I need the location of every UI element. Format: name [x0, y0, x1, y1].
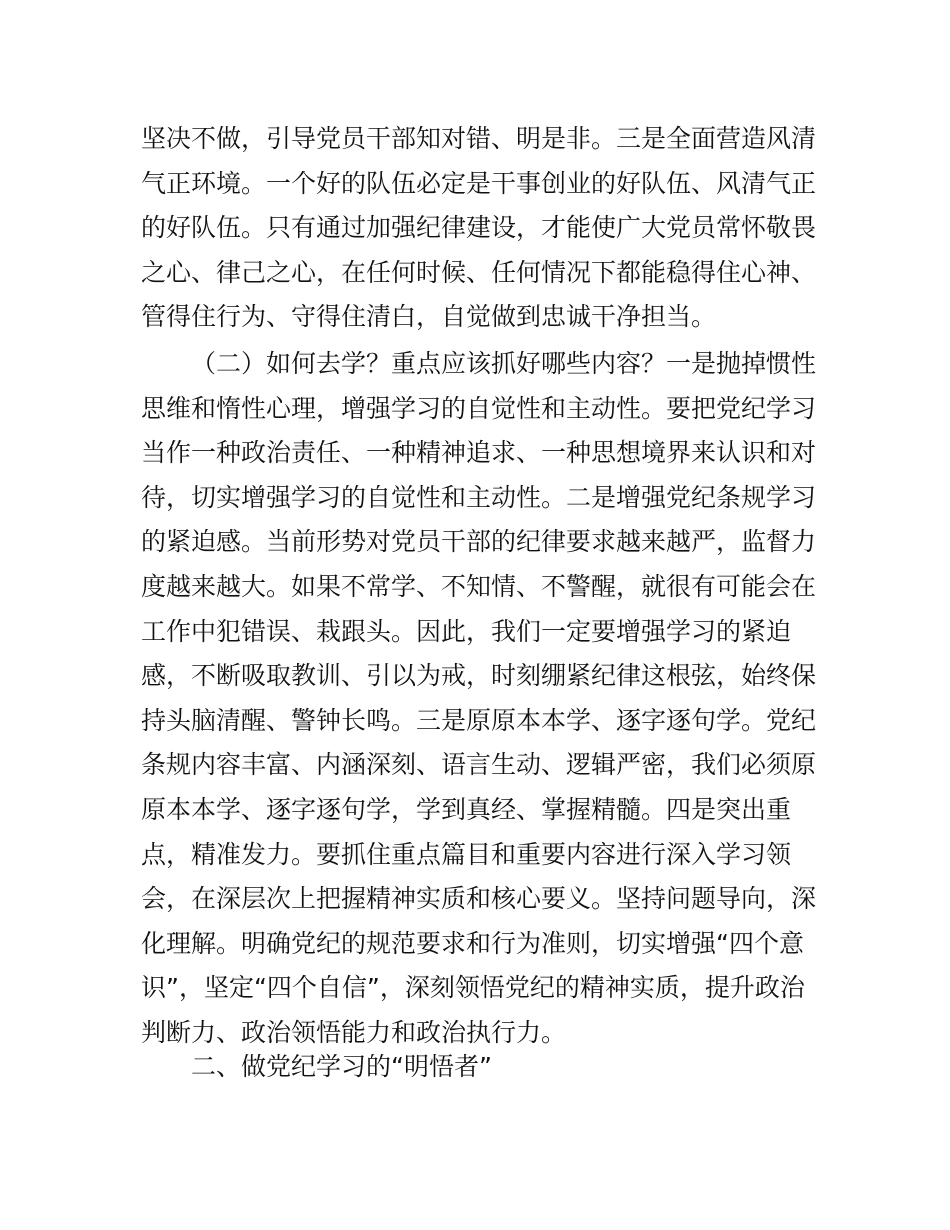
text-line: 化理解。明确党纪的规范要求和行为准则，切实增强“四个意 [141, 928, 804, 958]
text-line: 持头脑清醒、警钟长鸣。三是原原本本学、逐字逐句学。党纪 [141, 705, 817, 735]
paragraph-how-to-learn [141, 342, 817, 1056]
text-line: 待，切实增强学习的自觉性和主动性。二是增强党纪条规学习 [141, 482, 817, 512]
text-line: 会，在深层次上把握精神实质和核心要义。坚持问题导向，深 [141, 884, 817, 914]
text-line: （二）如何去学？重点应该抓好哪些内容？一是抛掉惯性 [191, 349, 817, 378]
text-line: 管得住行为、守得住清白，自觉做到忠诚干净担当。 [141, 302, 717, 332]
text-line: 的紧迫感。当前形势对党员干部的纪律要求越来越严，监督力 [141, 527, 817, 557]
text-line: 思维和惰性心理，增强学习的自觉性和主动性。要把党纪学习 [141, 393, 817, 423]
heading-text: 二、做党纪学习的“明悟者” [191, 1052, 492, 1081]
section-heading [141, 1045, 811, 1090]
text-line: 条规内容丰富、内涵深刻、语言生动、逻辑严密，我们必须原 [141, 750, 817, 780]
text-line: 原本本学、逐字逐句学，学到真经、掌握精髓。四是突出重 [141, 794, 792, 824]
text-line: 识”，坚定“四个自信”，深刻领悟党纪的精神实质，提升政治 [141, 973, 805, 1003]
paragraph-continuation [141, 117, 817, 340]
text-line: 工作中犯错误、栽跟头。因此，我们一定要增强学习的紧迫 [141, 616, 792, 646]
text-line: 的好队伍。只有通过加强纪律建设，才能使广大党员常怀敬畏 [141, 213, 817, 243]
text-line: 之心、律己之心，在任何时候、任何情况下都能稳得住心神、 [141, 257, 817, 287]
text-line: 判断力、政治领悟能力和政治执行力。 [141, 1017, 567, 1047]
text-line: 度越来越大。如果不常学、不知情、不警醒，就很有可能会在 [141, 571, 817, 601]
text-line: 感，不断吸取教训、引以为戒，时刻绷紧纪律这根弦，始终保 [141, 661, 817, 691]
text-line: 气正环境。一个好的队伍必定是干事创业的好队伍、风清气正 [141, 168, 817, 198]
text-line: 当作一种政治责任、一种精神追求、一种思想境界来认识和对 [141, 438, 817, 468]
text-line: 点，精准发力。要抓住重点篇目和重要内容进行深入学习领 [141, 839, 792, 869]
text-line: 坚决不做，引导党员干部知对错、明是非。三是全面营造风清 [141, 124, 817, 153]
